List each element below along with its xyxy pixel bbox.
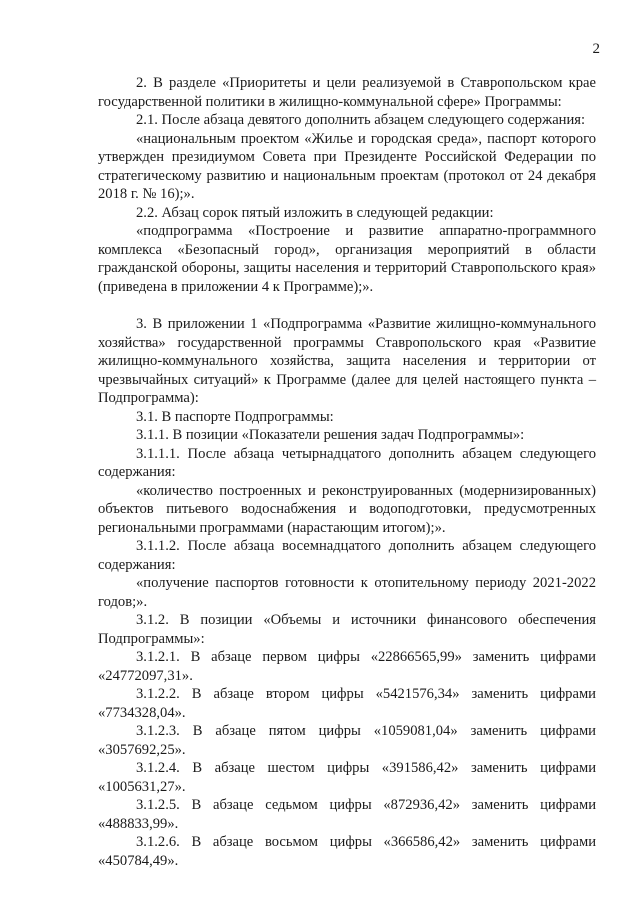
paragraph: «национальным проектом «Жилье и городская среда», паспорт которого утвержден президиумом Совета при Президенте Российской Федерации по стратегическому развитию и национальным проектам (протокол от 24 декабря 2018 г. № 16);».: [98, 130, 596, 202]
paragraph: 3.1.2.2. В абзаце втором цифры «5421576,34» заменить цифрами «7734328,04».: [98, 686, 596, 721]
paragraph: 3.1.1.1. После абзаца четырнадцатого дополнить абзацем следующего содержания:: [98, 445, 596, 480]
paragraph: 3.1.2.4. В абзаце шестом цифры «391586,42» заменить цифрами «1005631,27».: [98, 760, 596, 795]
paragraph: 3. В приложении 1 «Подпрограмма «Развитие жилищно-коммунального хозяйства» государственной программы Ставропольского края «Развитие жилищно-коммунального хозяйства, защита населения и территории от чрезвычайных ситуаций» к Программе (далее для целей настоящего пункта – Подпрограмма):: [98, 316, 596, 406]
paragraph: 3.1.2.6. В абзаце восьмом цифры «366586,42» заменить цифрами «450784,49».: [98, 834, 596, 869]
document-body: [98, 74, 596, 870]
paragraph: 3.1.1.2. После абзаца восемнадцатого дополнить абзацем следующего содержания:: [98, 538, 596, 573]
paragraph-gap: [98, 296, 596, 315]
paragraph: «подпрограмма «Построение и развитие аппаратно-программного комплекса «Безопасный город», организация мероприятий в области гражданской обороны, защиты населения и территорий Ставропольского края» (приведена в приложении 4 к Программе);».: [98, 223, 596, 295]
paragraph: 2. В разделе «Приоритеты и цели реализуемой в Ставропольском крае государственной политики в жилищно-коммунальной сфере» Программы:: [98, 75, 596, 110]
paragraph: 2.1. После абзаца девятого дополнить абзацем следующего содержания:: [136, 112, 586, 128]
paragraph: 2.2. Абзац сорок пятый изложить в следующей редакции:: [136, 204, 494, 221]
paragraph: 3.1.2. В позиции «Объемы и источники финансового обеспечения Подпрограммы»:: [98, 612, 596, 647]
paragraph: «получение паспортов готовности к отопительному периоду 2021-2022 годов;».: [98, 575, 596, 610]
paragraph: 3.1.2.5. В абзаце седьмом цифры «872936,42» заменить цифрами «488833,99».: [98, 797, 596, 832]
page-number: 2: [592, 41, 600, 57]
paragraph: 3.1.2.3. В абзаце пятом цифры «1059081,04» заменить цифрами «3057692,25».: [98, 723, 596, 758]
paragraph: «количество построенных и реконструированных (модернизированных) объектов питьевого водоснабжения и водоподготовки, предусмотренных региональными программами (нарастающим итогом);».: [98, 482, 596, 536]
paragraph: 3.1.2.1. В абзаце первом цифры «22866565,99» заменить цифрами «24772097,31».: [98, 649, 596, 684]
paragraph: 3.1.1. В позиции «Показатели решения задач Подпрограммы»:: [136, 427, 525, 443]
paragraph: 3.1. В паспорте Подпрограммы:: [136, 408, 334, 425]
